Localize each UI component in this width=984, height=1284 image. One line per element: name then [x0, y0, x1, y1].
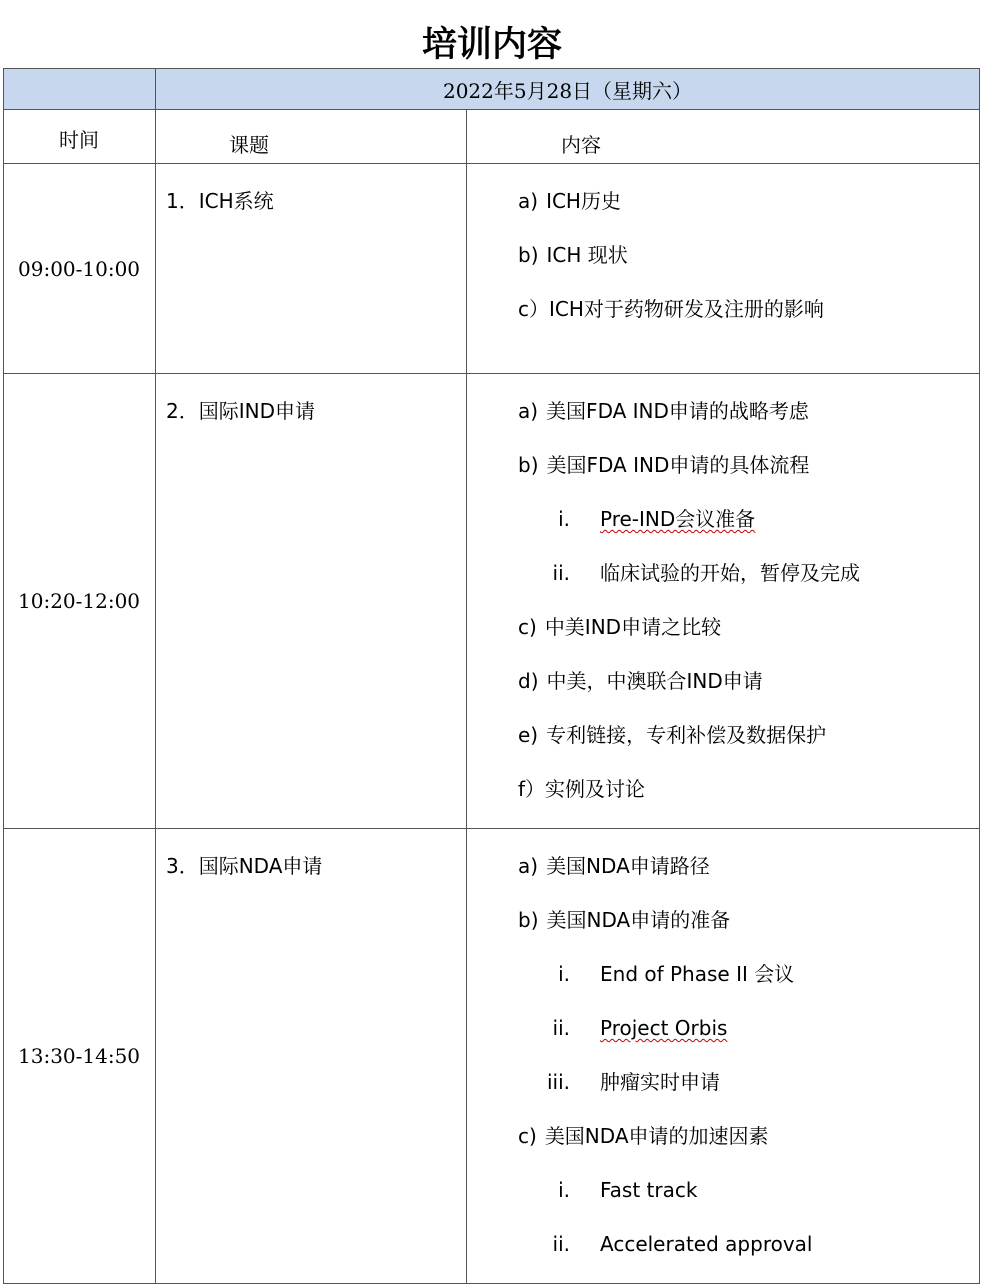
list-item — [518, 851, 979, 905]
session-time: 10:20-12:00 — [4, 374, 156, 829]
header-topic-cell — [156, 110, 467, 164]
session-content — [467, 374, 980, 829]
item-label: ii. — [552, 1016, 570, 1040]
item-text: 中美，中澳联合IND申请 — [546, 669, 763, 693]
item-text: Pre-IND会议准备 — [600, 507, 756, 531]
item-label: f） — [518, 777, 546, 801]
item-text: ICH历史 — [546, 189, 621, 213]
list-item — [518, 504, 979, 558]
item-text: End of Phase II 会议 — [600, 962, 795, 986]
date-row-blank-cell — [4, 69, 156, 110]
item-label: d) — [518, 669, 539, 693]
item-text: 美国NDA申请的加速因素 — [544, 1124, 769, 1148]
item-text: 美国FDA IND申请的具体流程 — [546, 453, 810, 477]
session-topic: 2．国际IND申请 — [156, 374, 467, 829]
header-time-cell — [4, 110, 156, 164]
header-time: 时间 — [59, 128, 99, 152]
list-item — [518, 774, 979, 828]
session-time: 13:30-14:50 — [4, 829, 156, 1284]
item-text: 美国NDA申请路径 — [546, 854, 710, 878]
table-row — [4, 164, 980, 374]
page-title: 培训内容 — [421, 25, 562, 65]
item-label: ii. — [552, 561, 570, 585]
item-label: iii. — [546, 1070, 570, 1094]
item-text: 美国FDA IND申请的战略考虑 — [546, 399, 809, 423]
header-row — [4, 110, 980, 164]
date-cell: 2022年5月28日（星期六） — [156, 69, 980, 110]
list-item — [518, 240, 979, 294]
training-schedule-table — [3, 68, 980, 1284]
item-text: 肿瘤实时申请 — [600, 1070, 720, 1094]
header-content-cell — [467, 110, 980, 164]
item-label: c) — [518, 615, 537, 639]
item-text: 临床试验的开始，暂停及完成 — [600, 561, 860, 585]
session-topic: 3．国际NDA申请 — [156, 829, 467, 1284]
list-item — [518, 612, 979, 666]
item-label: a) — [518, 854, 539, 878]
list-item — [518, 905, 979, 959]
item-text: Accelerated approval — [600, 1232, 813, 1256]
list-item — [518, 666, 979, 720]
item-label: i. — [558, 962, 570, 986]
session-content — [467, 829, 980, 1284]
item-text: 中美IND申请之比较 — [544, 615, 722, 639]
item-text: ICH 现状 — [546, 243, 628, 267]
item-text: Fast track — [600, 1178, 698, 1202]
item-label: i. — [558, 1178, 570, 1202]
header-content: 内容 — [561, 133, 601, 157]
item-label: a) — [518, 399, 539, 423]
item-label: c） — [518, 297, 549, 321]
item-label: b) — [518, 243, 539, 267]
item-label: e) — [518, 723, 539, 747]
item-label: c) — [518, 1124, 537, 1148]
list-item — [518, 720, 979, 774]
list-item — [518, 558, 979, 612]
table-row — [4, 829, 980, 1284]
item-text: ICH对于药物研发及注册的影响 — [549, 297, 824, 321]
item-label: ii. — [552, 1232, 570, 1256]
item-label: b) — [518, 453, 539, 477]
list-item — [518, 1067, 979, 1121]
item-text: Project Orbis — [600, 1016, 728, 1040]
list-item — [518, 186, 979, 240]
session-time: 09:00-10:00 — [4, 164, 156, 374]
table-row — [4, 374, 980, 829]
list-item — [518, 1175, 979, 1229]
list-item — [518, 450, 979, 504]
item-text: 美国NDA申请的准备 — [546, 908, 731, 932]
item-label: a) — [518, 189, 539, 213]
list-item — [518, 959, 979, 1013]
item-text: 实例及讨论 — [545, 777, 646, 801]
list-item — [518, 1013, 979, 1067]
list-item — [518, 294, 979, 348]
session-content — [467, 164, 980, 374]
session-topic: 1．ICH系统 — [156, 164, 467, 374]
list-item — [518, 396, 979, 450]
list-item — [518, 1121, 979, 1175]
item-label: i. — [558, 507, 570, 531]
item-label: b) — [518, 908, 539, 932]
header-topic: 课题 — [229, 133, 269, 157]
list-item — [518, 1229, 979, 1283]
date-row — [4, 69, 980, 110]
item-text: 专利链接，专利补偿及数据保护 — [546, 723, 827, 747]
